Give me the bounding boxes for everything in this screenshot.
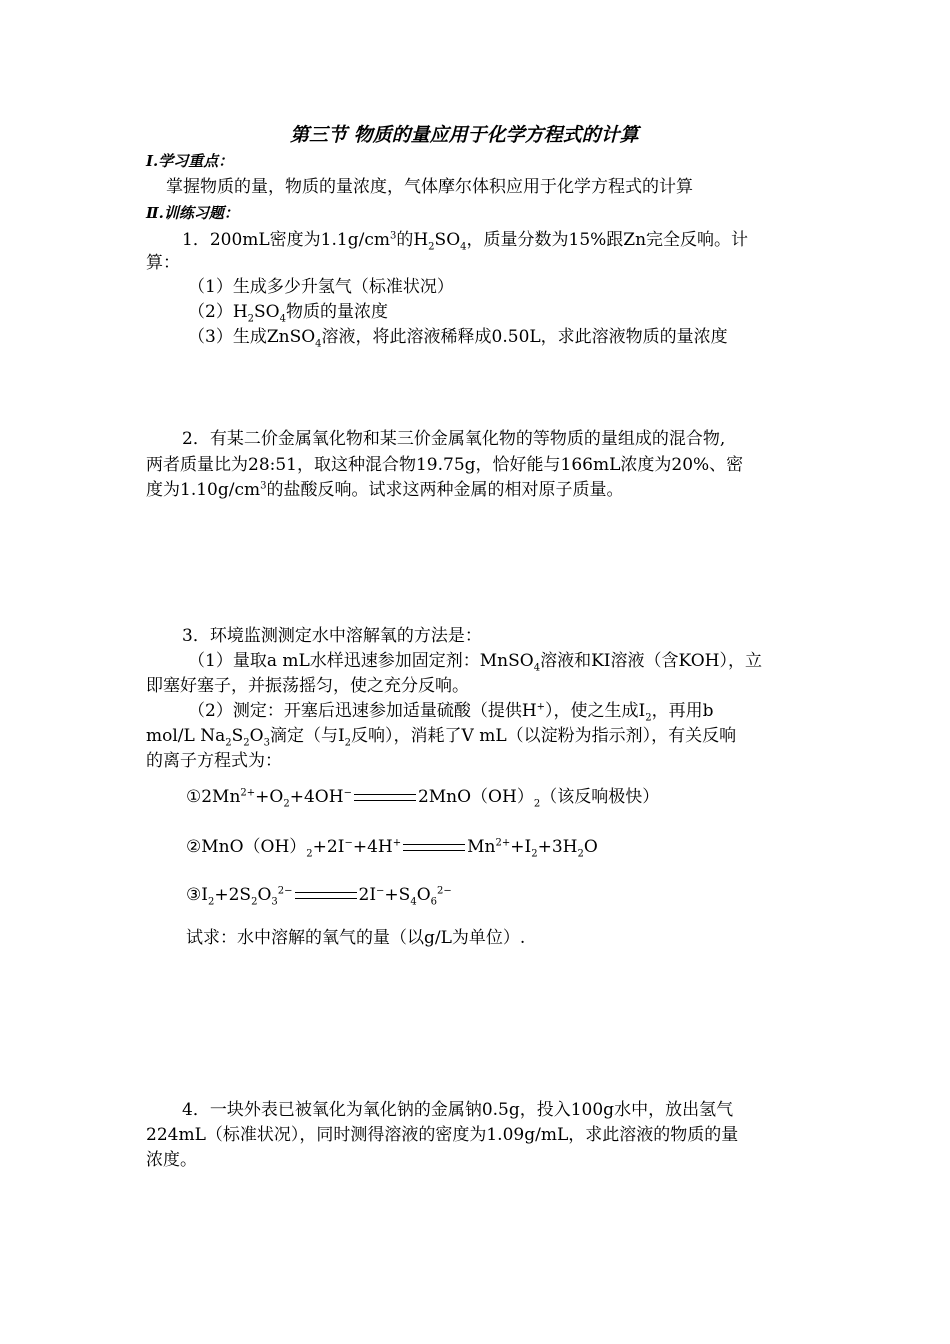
q3-part-1-cont: 即塞好塞子，并振荡摇匀，使之充分反响。 (146, 676, 469, 696)
page-title: 第三节 物质的量应用于化学方程式的计算 (290, 124, 639, 146)
q3-part-2-end: 的离子方程式为： (146, 751, 282, 771)
equation-2: $②MnO(OH)_2+2I^-+4H^+$ $Mn^{2+}+I_2+3H_2O$ (186, 837, 598, 860)
equals-sign (354, 794, 416, 801)
section-1-header: Ⅰ.学习重点： (146, 152, 234, 170)
equals-sign (403, 844, 465, 851)
q2-line-3: 度为$1.10g/cm^3$的盐酸反响。试求这两种金属的相对原子质量。 (146, 480, 624, 500)
section-2-header: Ⅱ.训练习题： (146, 204, 239, 222)
equation-1: $①2Mn^{2+}+O_2+4OH^-$ $2MnO(OH)_2$（该反响极快） (186, 787, 660, 810)
equation-3: $③I_2+2S_2O_3^{2-}$ $2I^-+S_4O_6^{2-}$ (186, 885, 452, 908)
equals-sign (295, 892, 357, 899)
q3-part-1: （1）量取a mL水样迅速参加固定剂：MnSO$_4$溶液和KI溶液（含KOH），立 (188, 651, 762, 674)
q3-part-2: （2）测定：开塞后迅速参加适量硫酸（提供H+），使之生成$I_2$，再用b (188, 701, 714, 724)
q4-line-2: 224mL（标准状况），同时测得溶液的密度为1.09g/mL，求此溶液的物质的量 (146, 1125, 739, 1145)
q4-line-3: 浓度。 (146, 1150, 197, 1170)
section-1-content: 掌握物质的量，物质的量浓度，气体摩尔体积应用于化学方程式的计算 (166, 177, 693, 197)
q2-line-2: 两者质量比为28:51，取这种混合物19.75g，恰好能与166mL浓度为20%、密 (146, 455, 744, 475)
q1-sub-1: （1）生成多少升氢气（标准状况） (188, 277, 454, 297)
q1-sub-3: （3）生成ZnSO$_4$溶液，将此溶液稀释成0.50L，求此溶液物质的量浓度 (188, 327, 728, 350)
q3-part-2-cont: mol/L $Na_2S_2O_3$滴定（与$I_2$反响），消耗了V mL（以淀粉为指示剂），有关反响 (146, 726, 737, 749)
q1-sub-2: $(2)H_2SO_4$物质的量浓度 (188, 302, 388, 325)
q3-ask: 试求：水中溶解的氧气的量（以g/L为单位）. (186, 928, 526, 948)
q3-line-1: 3．环境监测测定水中溶解氧的方法是： (182, 626, 482, 646)
q4-line-1: 4．一块外表已被氧化为氧化钠的金属钠0.5g，投入100g水中，放出氢气 (182, 1100, 734, 1120)
q1-line-2: 算： (146, 253, 180, 273)
q1-line-1: 1．200mL密度为$1.1g/cm^3$的$H_2SO_4$，质量分数为15%跟Zn完全反响。计 (182, 230, 749, 253)
q2-line-1: 2．有某二价金属氧化物和某三价金属氧化物的等物质的量组成的混合物, (182, 429, 726, 449)
